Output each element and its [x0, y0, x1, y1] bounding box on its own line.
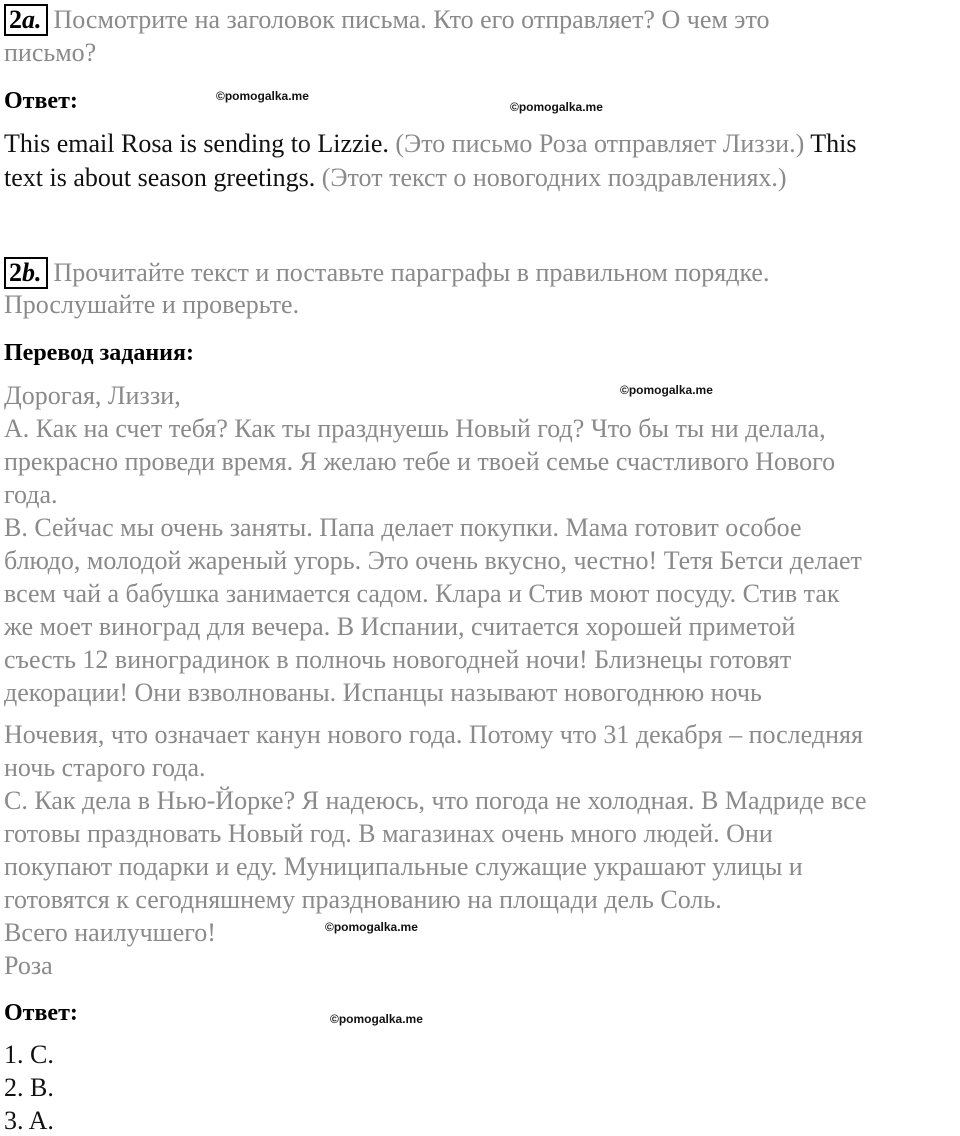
- letter-line: Роза: [4, 951, 53, 980]
- task-2a-prompt-line-1: 2a. Посмотрите на заголовок письма. Кто его отправляет? О чем это: [4, 4, 770, 36]
- letter-line: же моет виноград для вечера. В Испании, считается хорошей приметой: [4, 612, 796, 641]
- letter-line: декорации! Они взволнованы. Испанцы называют новогоднюю ночь: [4, 678, 762, 707]
- letter-line: Всего наилучшего!: [4, 918, 216, 947]
- letter-line: блюдо, молодой жареный угорь. Это очень вкусно, честно! Тетя Бетси делает: [4, 546, 862, 575]
- watermark: ©pomogalka.me: [620, 383, 713, 397]
- answer-2b-item: 2. B.: [4, 1073, 54, 1102]
- letter-line: всем чай а бабушка занимается садом. Клара и Стив моют посуду. Стив так: [4, 579, 840, 608]
- letter-line: Дорогая, Лиззи,: [4, 381, 181, 410]
- task-2a-number-box: 2a.: [4, 4, 48, 36]
- answer-2a-line-2: text is about season greetings. (Этот текст о новогодних поздравлениях.): [4, 163, 787, 192]
- letter-line: ночь старого года.: [4, 753, 206, 782]
- letter-line: года.: [4, 480, 58, 509]
- watermark: ©pomogalka.me: [510, 100, 603, 114]
- letter-line: прекрасно проведи время. Я желаю тебе и твоей семье счастливого Нового: [4, 447, 836, 476]
- task-2b-prompt-line-1: 2b. Прочитайте текст и поставьте параграфы в правильном порядке.: [4, 257, 769, 289]
- watermark: ©pomogalka.me: [216, 89, 309, 103]
- watermark: ©pomogalka.me: [330, 1012, 423, 1026]
- answer-2b-item: 3. A.: [4, 1106, 54, 1135]
- task-2b-prompt-line-2: Прослушайте и проверьте.: [4, 290, 300, 319]
- letter-line: C. Как дела в Нью-Йорке? Я надеюсь, что погода не холодная. В Мадриде все: [4, 786, 867, 815]
- letter-line: покупают подарки и еду. Муниципальные служащие украшают улицы и: [4, 852, 803, 881]
- answer-2a-line-1: This email Rosa is sending to Lizzie. (Это письмо Роза отправляет Лиззи.) This: [4, 129, 857, 158]
- letter-line: B. Сейчас мы очень заняты. Папа делает покупки. Мама готовит особое: [4, 513, 802, 542]
- letter-line: готовятся к сегодняшнему празднованию на площади дель Соль.: [4, 885, 722, 914]
- task-2b-number-box: 2b.: [4, 257, 48, 289]
- letter-line: Ночевия, что означает канун нового года. Потому что 31 декабря – последняя: [4, 720, 863, 749]
- letter-line: съесть 12 виноградинок в полночь новогодней ночи! Близнецы готовят: [4, 645, 792, 674]
- translation-label: Перевод задания:: [4, 340, 194, 366]
- letter-line: A. Как на счет тебя? Как ты празднуешь Новый год? Что бы ты ни делала,: [4, 414, 826, 443]
- answer-2b-item: 1. C.: [4, 1040, 54, 1069]
- task-2a-prompt-line-2: письмо?: [4, 38, 97, 67]
- letter-line: готовы праздновать Новый год. В магазинах очень много людей. Они: [4, 819, 773, 848]
- answer-label-2a: Ответ:: [4, 88, 78, 114]
- watermark: ©pomogalka.me: [325, 920, 418, 934]
- answer-label-2b: Ответ:: [4, 1000, 78, 1026]
